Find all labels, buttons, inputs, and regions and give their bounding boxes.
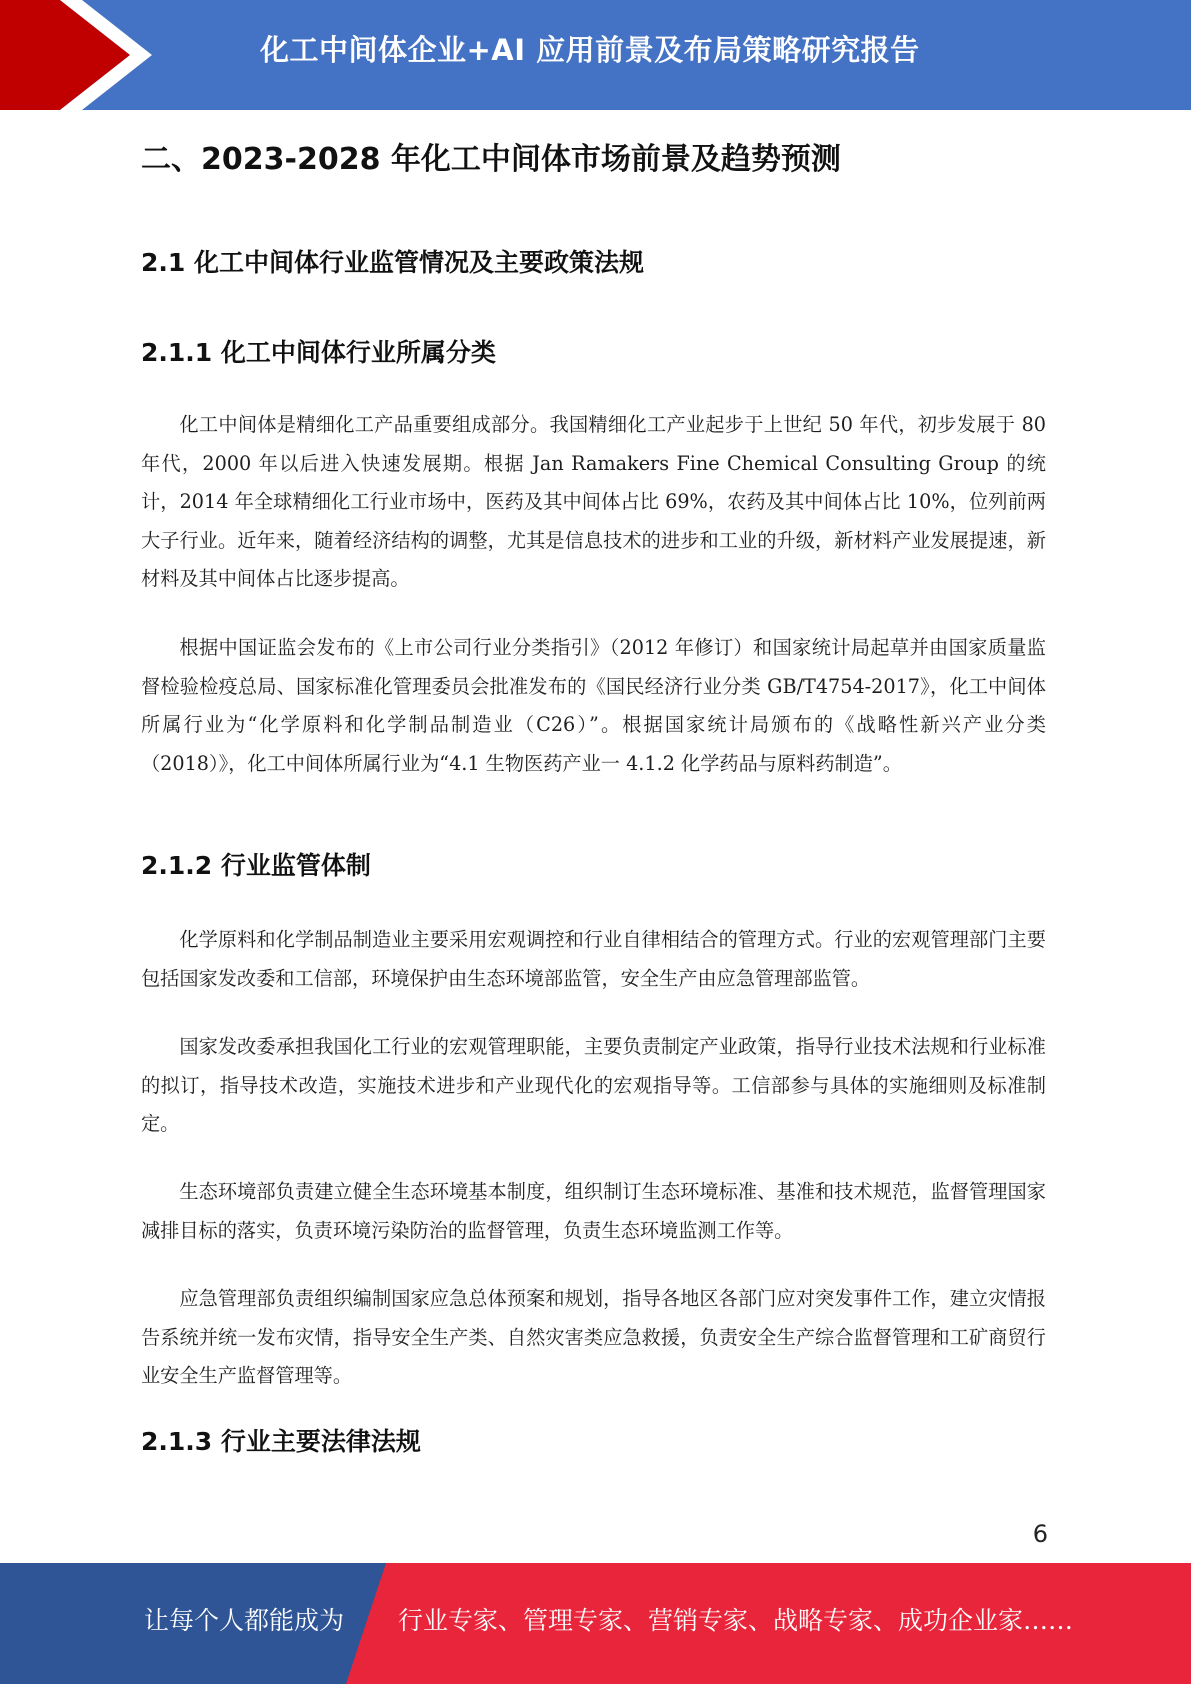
paragraph: 生态环境部负责建立健全生态环境基本制度，组织制订生态环境标准、基准和技术规范，监督管理国家减排目标的落实，负责环境污染防治的监督管理，负责生态环境监测工作等。 xyxy=(141,1180,1046,1242)
header-bar xyxy=(0,0,1191,110)
paragraph: 化学原料和化学制品制造业主要采用宏观调控和行业自律相结合的管理方式。行业的宏观管理部门主要包括国家发改委和工信部，环境保护由生态环境部监管，安全生产由应急管理部监管。 xyxy=(141,928,1046,990)
section-heading-2-1-2: 2.1.2 行业监管体制 xyxy=(141,851,371,880)
paragraph: 化工中间体是精细化工产品重要组成部分。我国精细化工产业起步于上世纪 50 年代，初步发展于 80 年代，2000 年以后进入快速发展期。根据 Jan Ramakers Fine Chemical Consulting Group 的统计，2014 年全球精细化工行业市场中，医药及其中间体占比 69%，农药及其中间体占比 10%，位列前两大子行业。近年来，随着经济结构的调整，尤其是信息技术的进步和工业的升级，新材料产业发展提速，新材料及其中间体占比逐步提高。 xyxy=(141,413,1046,590)
section-heading-2-1: 2.1 化工中间体行业监管情况及主要政策法规 xyxy=(141,248,644,277)
footer-slogan-left: 让每个人都能成为 xyxy=(144,1606,345,1635)
paragraph: 根据中国证监会发布的《上市公司行业分类指引》（2012 年修订）和国家统计局起草并由国家质量监督检验检疫总局、国家标准化管理委员会批准发布的《国民经济行业分类 GB/T4754-2017》，化工中间体所属行业为“化学原料和化学制品制造业（C26）”。根据国家统计局颁布的《战略性新兴产业分类（2018）》，化工中间体所属行业为“4.1 生物医药产业一 4.1.2 化学药品与原料药制造”。 xyxy=(141,636,1046,775)
footer-slogan-right: 行业专家、管理专家、营销专家、战略专家、成功企业家…… xyxy=(398,1606,1074,1635)
page-number: 6 xyxy=(1032,1520,1048,1548)
section-heading-2-1-3: 2.1.3 行业主要法律法规 xyxy=(141,1427,421,1456)
report-title: 化工中间体企业+AI 应用前景及布局策略研究报告 xyxy=(260,33,920,67)
chapter-title: 二、2023-2028 年化工中间体市场前景及趋势预测 xyxy=(141,142,841,177)
paragraph: 应急管理部负责组织编制国家应急总体预案和规划，指导各地区各部门应对突发事件工作，建立灾情报告系统并统一发布灾情，指导安全生产类、自然灾害类应急救援，负责安全生产综合监督管理和工矿商贸行业安全生产监督管理等。 xyxy=(141,1287,1046,1387)
footer-bar xyxy=(0,1563,1191,1684)
paragraph: 国家发改委承担我国化工行业的宏观管理职能，主要负责制定产业政策，指导行业技术法规和行业标准的拟订，指导技术改造，实施技术进步和产业现代化的宏观指导等。工信部参与具体的实施细则及标准制定。 xyxy=(141,1035,1046,1135)
section-heading-2-1-1: 2.1.1 化工中间体行业所属分类 xyxy=(141,338,496,367)
